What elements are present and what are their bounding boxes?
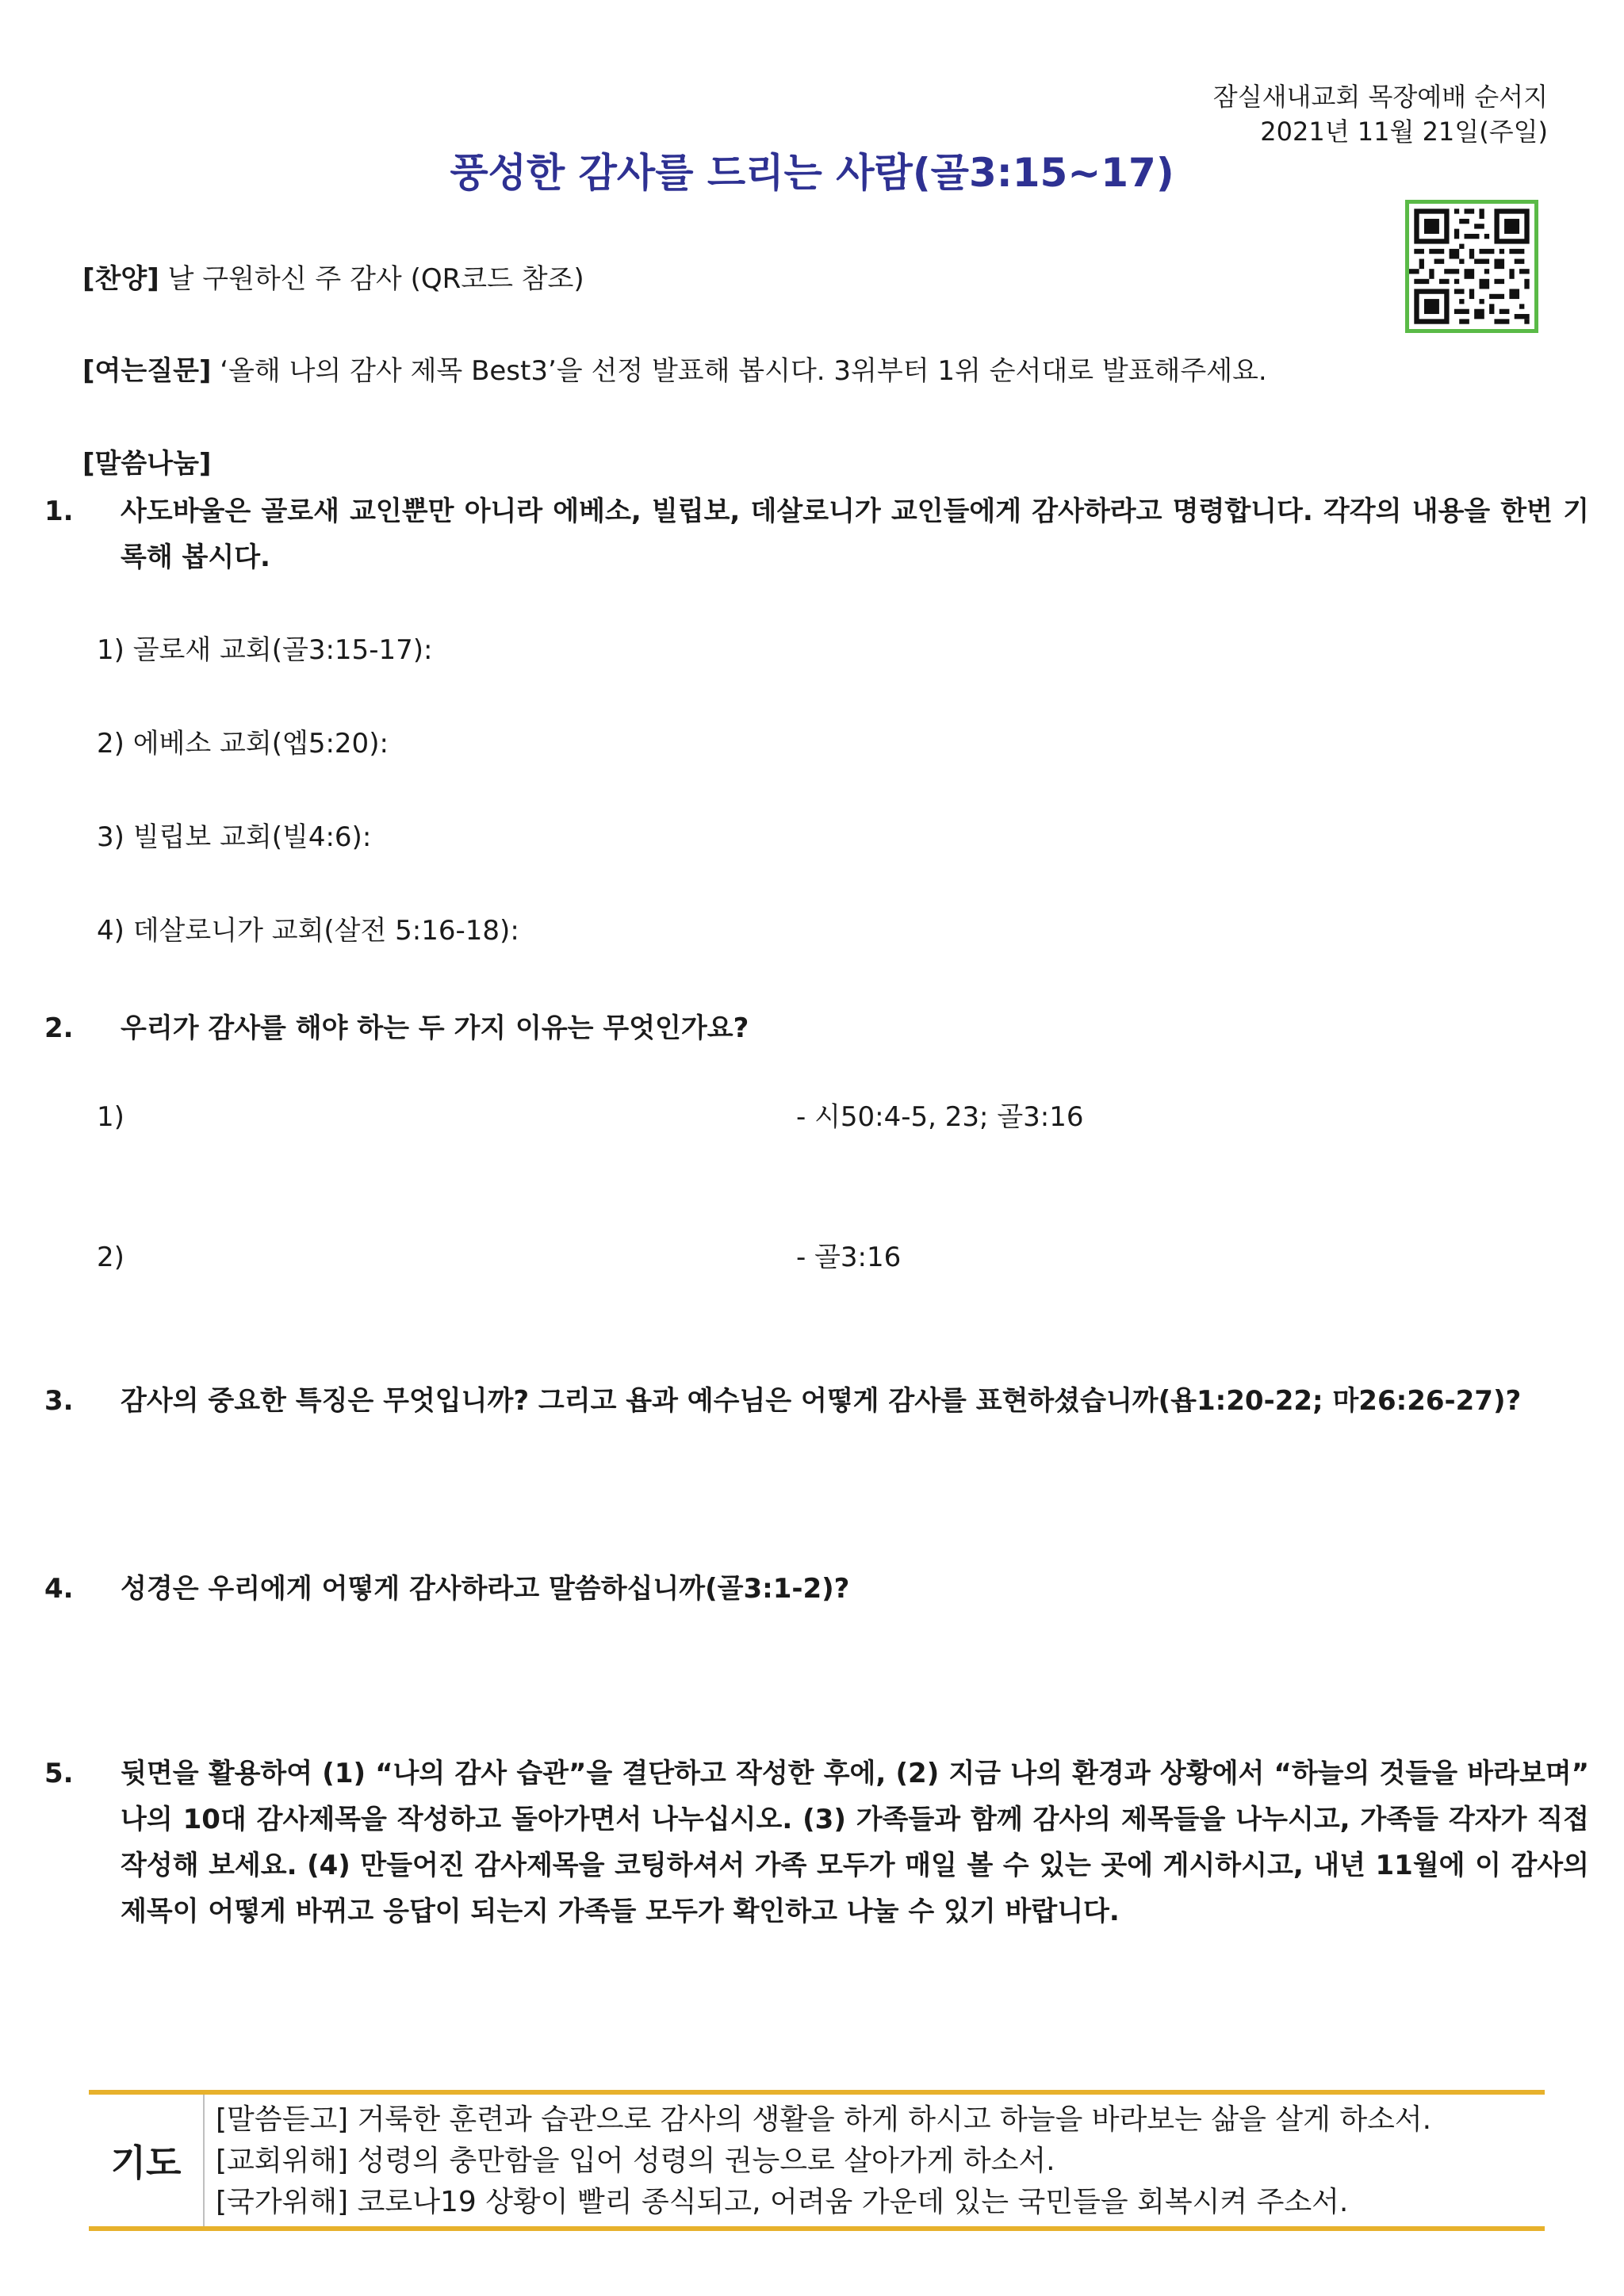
qr-code-icon[interactable] [1405, 200, 1538, 333]
sharing-section-label: [말씀나눔] [82, 448, 212, 480]
prayer-lines [205, 2095, 1431, 2226]
prayer-line: [교회위해] 성령의 충만함을 입어 성령의 권능으로 살아가게 하소서. [216, 2145, 1055, 2177]
prayer-label: 기도 [89, 2095, 205, 2226]
q1-item: 4) 데살로니가 교회(살전 5:16-18): [97, 915, 519, 947]
question-1 [44, 488, 1589, 580]
q2-item-number: 1) [97, 1101, 124, 1133]
document-header [1213, 79, 1548, 149]
question-text: 뒷면을 활용하여 (1) “나의 감사 습관”을 결단하고 작성한 후에, (2) 지금 나의 환경과 상황에서 “하늘의 것들을 바라보며” 나의 10대 감사제목을 작성하고 돌아가면서 나누십시오. (3) 가족들과 함께 감사의 제목들을 나누시고, 가족들 각자가 직접 작성해 보세요. (4) 만들어진 감사제목을 코팅하셔서 가족 모두가 매일 볼 수 있는 곳에 게시하시고, 내년 11월에 이 감사의 제목이 어떻게 바뀌고 응답이 되는지 가족들 모두가 확인하고 나눌 수 있기 바랍니다. [121, 1758, 1589, 1927]
qr-code-graphic [1409, 204, 1534, 329]
opening-question-line [82, 353, 1267, 389]
hymn-label: [찬양] [82, 263, 159, 295]
question-number: 2. [44, 1012, 74, 1044]
question-2 [44, 1005, 1589, 1051]
question-number: 3. [44, 1385, 74, 1417]
service-date: 2021년 11월 21일(주일) [1260, 117, 1548, 147]
q1-item: 3) 빌립보 교회(빌4:6): [97, 821, 372, 853]
question-3 [44, 1378, 1589, 1424]
prayer-line: [국가위해] 코로나19 상황이 빨리 종식되고, 어려움 가운데 있는 국민들을 회복시켜 주소서. [216, 2186, 1349, 2218]
hymn-text: 날 구원하신 주 감사 (QR코드 참조) [159, 263, 584, 295]
opening-question-label: [여는질문] [82, 355, 212, 387]
question-4 [44, 1566, 1589, 1612]
q2-item-number: 2) [97, 1242, 124, 1273]
church-service-label: 잠실새내교회 목장예배 순서지 [1212, 82, 1548, 112]
opening-question-text: ‘올해 나의 감사 제목 Best3’을 선정 발표해 봅시다. 3위부터 1위 순서대로 발표해주세요. [211, 355, 1267, 387]
q2-item-reference: - 시50:4-5, 23; 골3:16 [796, 1101, 1084, 1133]
question-text: 성경은 우리에게 어떻게 감사하라고 말씀하십니까(골3:1-2)? [121, 1573, 850, 1605]
question-number: 5. [44, 1758, 74, 1789]
question-5 [44, 1751, 1589, 1934]
q1-item: 2) 에베소 교회(엡5:20): [97, 728, 389, 760]
question-text: 우리가 감사를 해야 하는 두 가지 이유는 무엇인가요? [121, 1012, 749, 1044]
question-number: 1. [44, 496, 74, 527]
prayer-line: [말씀듣고] 거룩한 훈련과 습관으로 감사의 생활을 하게 하시고 하늘을 바라보는 삶을 살게 하소서. [216, 2103, 1432, 2136]
hymn-line [82, 261, 584, 297]
question-number: 4. [44, 1573, 74, 1605]
q1-item: 1) 골로새 교회(골3:15-17): [97, 634, 433, 666]
question-text: 감사의 중요한 특징은 무엇입니까? 그리고 욥과 예수님은 어떻게 감사를 표현하셨습니까(욥1:20-22; 마26:26-27)? [121, 1385, 1522, 1417]
q2-item-reference: - 골3:16 [796, 1242, 902, 1273]
page-title: 풍성한 감사를 드리는 사람(골3:15~17) [450, 150, 1174, 196]
prayer-box [89, 2090, 1545, 2231]
question-text: 사도바울은 골로새 교인뿐만 아니라 에베소, 빌립보, 데살로니가 교인들에게 감사하라고 명령합니다. 각각의 내용을 한번 기록해 봅시다. [121, 496, 1589, 573]
